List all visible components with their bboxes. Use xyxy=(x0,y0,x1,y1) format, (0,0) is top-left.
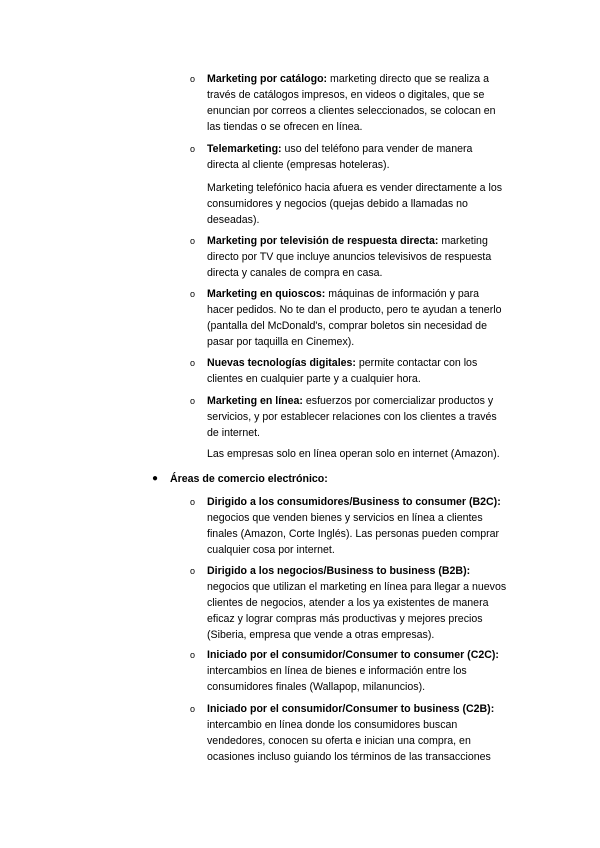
item-text: intercambios en línea de bienes e información entre los consumidores finales (Wallapop, milanuncios). xyxy=(207,665,467,693)
item-title: Marketing en línea: xyxy=(207,395,303,407)
item-text: máquinas de información y para hacer pedidos. No te dan el producto, pero te ayudan a tenerlo (pantalla del McDonald's, comprar boletos sin necesidad de pasar por taquilla en Cinemex). xyxy=(207,288,502,348)
item-title: Iniciado por el consumidor/Consumer to business (C2B): xyxy=(207,703,495,715)
item-text: negocios que venden bienes y servicios en línea a clientes finales (Amazon, Corte Inglés). Las personas pueden comprar cualquier cosa por internet. xyxy=(207,512,500,556)
note-online: Las empresas solo en línea operan solo en internet (Amazon). xyxy=(207,448,500,460)
list-item-online xyxy=(207,393,507,441)
item-title: Marketing por catálogo: xyxy=(207,73,328,85)
list-item-digital xyxy=(207,355,507,387)
item-text: uso del teléfono para vender de manera directa al cliente (empresas hoteleras). xyxy=(207,143,473,171)
sub-bullet: o xyxy=(190,74,196,84)
item-title: Dirigido a los negocios/Business to business (B2B): xyxy=(207,565,471,577)
list-item-b2b xyxy=(207,563,507,643)
item-text: intercambio en línea donde los consumidores buscan vendedores, conocen su oferta e inician una compra, en ocasiones incluso guiando los términos de las transacciones xyxy=(207,719,491,763)
list-item-c2b xyxy=(207,701,507,765)
section-title: Áreas de comercio electrónico: xyxy=(170,473,328,485)
sub-bullet: o xyxy=(190,144,196,154)
list-item-c2c xyxy=(207,647,507,695)
note-telemarketing: Marketing telefónico hacia afuera es vender directamente a los consumidores y negocios (quejas debido a llamadas no deseadas). xyxy=(207,182,503,226)
sub-bullet: o xyxy=(190,289,196,299)
item-title: Telemarketing: xyxy=(207,143,282,155)
item-title: Marketing en quioscos: xyxy=(207,288,326,300)
item-title: Iniciado por el consumidor/Consumer to consumer (C2C): xyxy=(207,649,499,661)
item-title: Nuevas tecnologías digitales: xyxy=(207,357,356,369)
sub-bullet: o xyxy=(190,236,196,246)
sub-bullet: o xyxy=(190,396,196,406)
list-item-kiosks xyxy=(207,286,507,350)
list-item-tv xyxy=(207,233,507,281)
sub-bullet: o xyxy=(190,566,196,576)
item-title: Dirigido a los consumidores/Business to consumer (B2C): xyxy=(207,496,501,508)
sub-bullet: o xyxy=(190,497,196,507)
item-title: Marketing por televisión de respuesta directa: xyxy=(207,235,439,247)
list-item-b2c xyxy=(207,494,507,558)
sub-bullet: o xyxy=(190,650,196,660)
main-bullet: ● xyxy=(152,473,159,484)
list-item-catalog xyxy=(207,71,507,135)
item-text: permite contactar con los clientes en cualquier parte y a cualquier hora. xyxy=(207,357,478,385)
list-item-telemarketing xyxy=(207,141,507,173)
item-text: negocios que utilizan el marketing en línea para llegar a nuevos clientes de negocios, atender a los ya existentes de manera eficaz y lograr compras más productivas y mejores precios (Siberia, empresa que vende a otras empresas). xyxy=(207,581,507,641)
item-text: marketing directo que se realiza a través de catálogos impresos, en videos o digitales, que se enuncian por correos a clientes seleccionados, se colocan en las tiendas o se ofrecen en línea. xyxy=(207,73,496,133)
sub-bullet: o xyxy=(190,704,196,714)
item-text: marketing directo por TV que incluye anuncios televisivos de respuesta directa y canales de compra en casa. xyxy=(207,235,492,279)
item-text: esfuerzos por comercializar productos y servicios, y por establecer relaciones con los clientes a través de internet. xyxy=(207,395,497,439)
sub-bullet: o xyxy=(190,358,196,368)
